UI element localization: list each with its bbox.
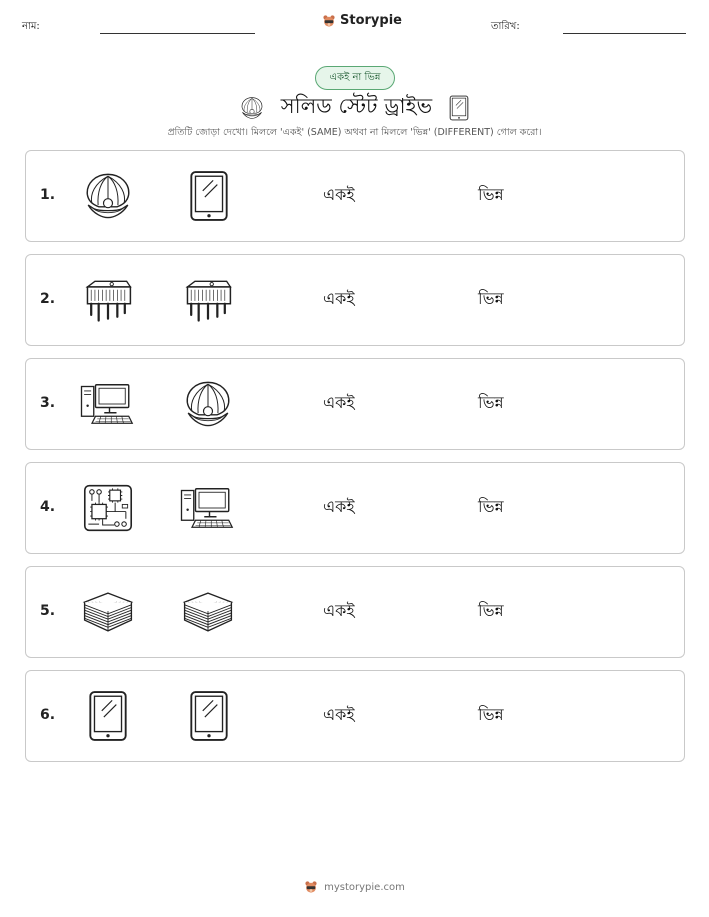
bear-icon bbox=[304, 880, 318, 894]
chip-icon bbox=[180, 273, 236, 327]
question-number: 4. bbox=[40, 499, 56, 515]
date-field-line[interactable] bbox=[563, 33, 686, 34]
same-option[interactable]: একই bbox=[323, 185, 355, 204]
different-option[interactable]: ভিন্ন bbox=[478, 289, 504, 308]
date-label: তারিখ: bbox=[491, 21, 520, 32]
question-number: 5. bbox=[40, 603, 56, 619]
computer-icon bbox=[78, 379, 134, 429]
brand-name: Storypie bbox=[340, 13, 402, 28]
same-option[interactable]: একই bbox=[323, 497, 355, 516]
same-option[interactable]: একই bbox=[323, 601, 355, 620]
name-label: নাম: bbox=[22, 21, 40, 32]
storypie-logo bbox=[322, 13, 402, 28]
shell-icon bbox=[239, 95, 265, 121]
question-row bbox=[25, 358, 685, 450]
chip-icon bbox=[80, 273, 136, 327]
question-number: 2. bbox=[40, 291, 56, 307]
shell-icon bbox=[80, 169, 136, 223]
different-option[interactable]: ভিন্ন bbox=[478, 185, 504, 204]
footer bbox=[0, 880, 709, 894]
instructions-text: প্রতিটি জোড়া দেখো। মিললে 'একই' (SAME) অথবা না মিললে 'ভিন্ন' (DIFFERENT) গোল করো। bbox=[167, 127, 542, 138]
worksheet-type-badge: একই না ভিন্ন bbox=[315, 66, 395, 90]
computer-icon bbox=[178, 483, 234, 533]
question-row bbox=[25, 670, 685, 762]
question-row bbox=[25, 254, 685, 346]
different-option[interactable]: ভিন্ন bbox=[478, 705, 504, 724]
tablet-icon bbox=[87, 690, 129, 742]
same-option[interactable]: একই bbox=[323, 393, 355, 412]
different-option[interactable]: ভিন্ন bbox=[478, 601, 504, 620]
same-option[interactable]: একই bbox=[323, 289, 355, 308]
title-row bbox=[0, 90, 709, 125]
tablet-icon bbox=[448, 95, 470, 121]
shell-icon bbox=[180, 377, 236, 431]
footer-url[interactable]: mystorypie.com bbox=[324, 881, 405, 893]
bear-icon bbox=[322, 14, 336, 28]
question-row bbox=[25, 566, 685, 658]
tablet-icon bbox=[188, 170, 230, 222]
question-number: 6. bbox=[40, 707, 56, 723]
name-field-line[interactable] bbox=[100, 33, 255, 34]
question-row bbox=[25, 150, 685, 242]
same-option[interactable]: একই bbox=[323, 705, 355, 724]
stack-icon bbox=[81, 588, 135, 636]
stack-icon bbox=[181, 588, 235, 636]
different-option[interactable]: ভিন্ন bbox=[478, 497, 504, 516]
different-option[interactable]: ভিন্ন bbox=[478, 393, 504, 412]
page-title: সলিড স্টেট ড্রাইভ bbox=[280, 94, 433, 118]
question-number: 1. bbox=[40, 187, 56, 203]
tablet-icon bbox=[188, 690, 230, 742]
question-number: 3. bbox=[40, 395, 56, 411]
circuit-board-icon bbox=[81, 483, 135, 533]
question-row bbox=[25, 462, 685, 554]
